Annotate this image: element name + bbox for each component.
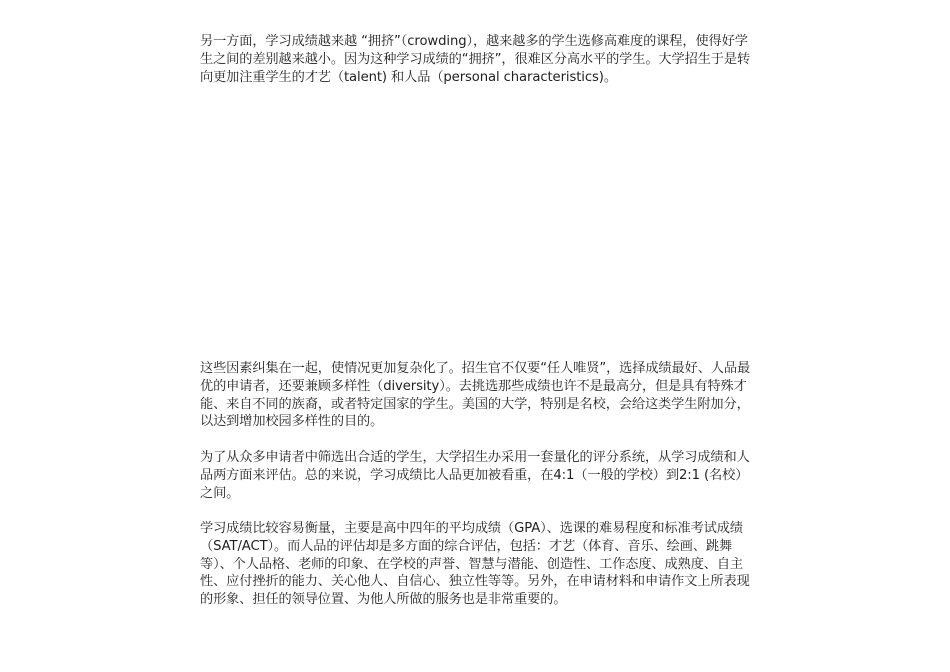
paragraph-crowding: 另一方面，学习成绩越来越 “拥挤”（crowding），越来越多的学生选修高难度的课程，使得好学生之间的差别越来越小。因为这种学习成绩的“拥挤”，很难区分高水平的学生。大学招生于是转向更加注重学生的才艺（talent) 和人品（personal characteristics)。 [200, 34, 751, 85]
paragraph-diversity: 这些因素纠集在一起，使情况更加复杂化了。招生官不仅要“任人唯贤”，选择成绩最好、人品最优的申请者，还要兼顾多样性（diversity）。去挑选那些成绩也许不是最高分，但是具有特殊才能、来自不同的族裔，或者特定国家的学生。美国的大学，特别是名校，会给这类学生附加分，以达到增加校园多样性的目的。 [200, 361, 751, 430]
paragraph-scoring-system: 为了从众多申请者中筛选出合适的学生，大学招生办采用一套量化的评分系统，从学习成绩和人品两方面来评估。总的来说，学习成绩比人品更加被看重，在4:1（一般的学校）到2:1 (名校）之间。 [200, 450, 750, 501]
paragraph-evaluation-criteria: 学习成绩比较容易衡量，主要是高中四年的平均成绩（GPA）、选课的难易程度和标准考试成绩（SAT/ACT）。而人品的评估却是多方面的综合评估，包括：才艺（体育、音乐、绘画、跳舞等）、个人品格、老师的印象、在学校的声誉、智慧与潜能、创造性、工作态度、成熟度、自主性、应付挫折的能力、关心他人、自信心、独立性等等。另外，在申请材料和申请作文上所表现的形象、担任的领导位置、为他人所做的服务也是非常重要的。 [200, 521, 750, 608]
